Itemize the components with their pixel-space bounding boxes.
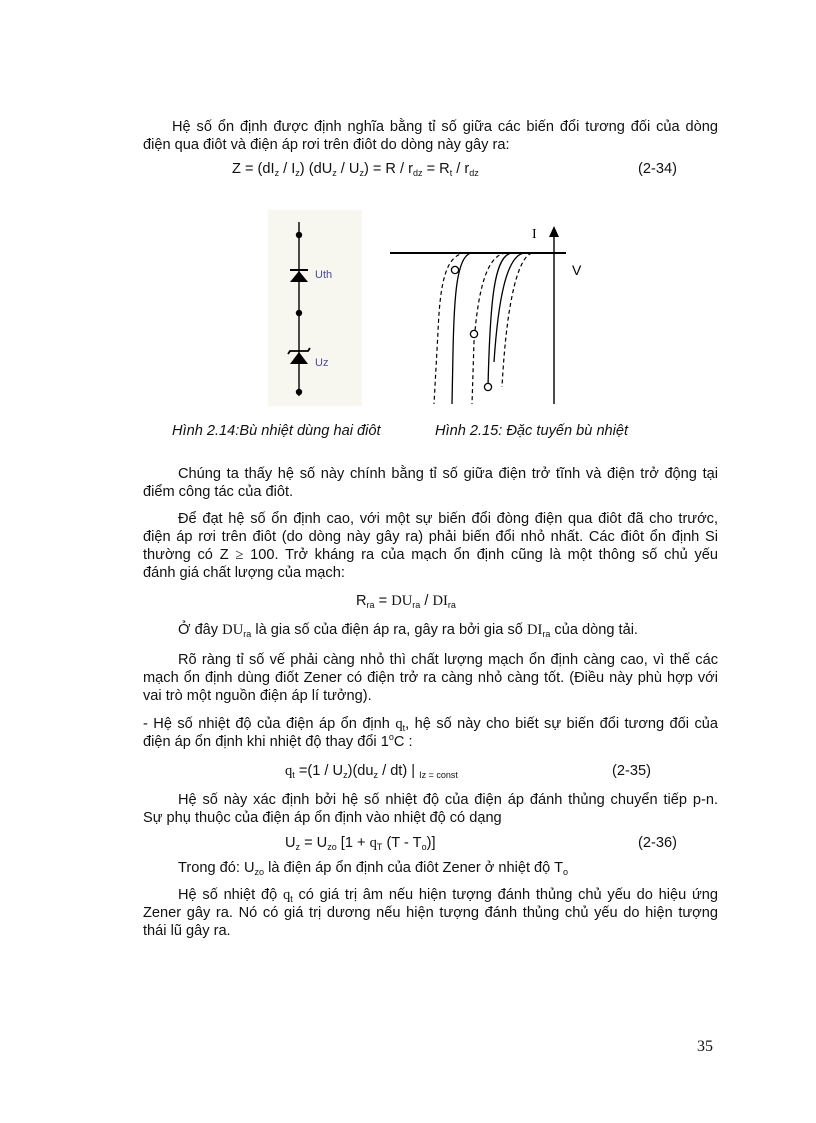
figure-2-14 (268, 210, 362, 406)
equation-2-36: $U_z = U_{zo}$ [$1 + q_T$ $(T - T_o)$] (285, 835, 436, 852)
para3-line1: Để đạt hệ số ổn định cao, với một sự biến đổi đòng điện qua điôt đã cho trước, (178, 511, 718, 527)
para5-line2: mạch ổn định dùng điốt Zener có điện trở ra càng nhỏ càng tốt. (Điều này phù hợp với (143, 670, 718, 686)
para6-line2: điện áp ổn định khi nhiệt độ thay đổi 1$^o$C : (143, 732, 413, 750)
para5-line1: Rõ ràng tỉ số vế phải càng nhỏ thì chất lượng mạch ổn định càng cao, vì thế các (178, 652, 718, 668)
para8-line: Trong đó: $U_{zo}$ là điện áp ổn định của điôt Zener ở nhiệt độ $T_o$ (178, 860, 569, 877)
equation-number: (2-34) (638, 161, 677, 177)
para9-line3: thái lũ gây ra. (143, 923, 231, 939)
label-uz: Uz (315, 357, 329, 369)
para9-line1: Hệ số nhiệt độ $q_t$ có giá trị âm nếu hiện tượng đánh thủng chủ yếu do hiệu ứng (178, 887, 718, 904)
caption-figure-2-15: Hình 2.15: Đặc tuyến bù nhiệt (435, 423, 629, 439)
caption-figure-2-14: Hình 2.14:Bù nhiệt dùng hai điôt (172, 423, 381, 439)
para1-line1: Hệ số ổn định được định nghĩa bằng tỉ số giữa các biến đổi tương đối của dòng (172, 119, 718, 135)
para2-line1: Chúng ta thấy hệ số này chính bằng tỉ số giữa điện trở tĩnh và điện trở động tại (178, 466, 718, 482)
axis-label-v: V (572, 262, 582, 278)
figure-2-15 (382, 222, 582, 407)
equation-number: (2-36) (638, 835, 677, 851)
para5-line3: vai trò một nguồn điện áp lí tưởng). (143, 688, 372, 704)
equation-number: (2-35) (612, 763, 651, 779)
para1-line2: điện qua điôt và điện áp rơi trên điôt do dòng này gây ra: (143, 137, 510, 153)
axis-label-i: I (532, 227, 537, 242)
para2-line2: điểm công tác của điôt. (143, 484, 294, 500)
label-uth: Uth (315, 269, 333, 281)
equation-rra: $R_{ra} = DU_{ra} / DI_{ra}$ (356, 593, 456, 610)
para9-line2: Zener gây ra. Nó có giá trị dương nếu hiện tượng đánh thủng chủ yếu do hiện tượng (143, 905, 718, 921)
para6-line1: - Hệ số nhiệt độ của điện áp ổn định $q_t$, hệ số này cho biết sự biến đổi tương đối của (143, 716, 719, 733)
equation-2-35: $q_t =(1 / U_z)(du_z / dt)$ | $_{Iz = const}$ (285, 763, 458, 780)
para3-line3: thường có Z ≥ 100. Trở kháng ra của mạch ổn định cũng là một thông số chủ yếu (143, 547, 718, 563)
page-number: 35 (697, 1038, 713, 1055)
para4-line: Ở đây $DU_{ra}$ là gia số của điện áp ra, gây ra bởi gia số $DI_{ra}$ của dòng tải. (178, 622, 638, 639)
para7-line2: Sự phụ thuộc của điện áp ổn định vào nhiệt độ có dạng (143, 810, 502, 826)
para7-line1: Hệ số này xác định bởi hệ số nhiệt độ của điện áp đánh thủng chuyển tiếp p-n. (178, 792, 718, 808)
para3-line2: điện áp rơi trên điôt (do dòng này gây ra) phải biến đổi nhỏ nhất. Các điôt ổn định Si (143, 529, 718, 545)
para3-line4: đánh giá chất lượng của mạch: (143, 565, 345, 581)
equation-2-34: $Z = (dI_z / I_z)$ $(dU_z / U_z) = R / r_{dz} = R_t / r_{dz}$ (232, 161, 479, 178)
